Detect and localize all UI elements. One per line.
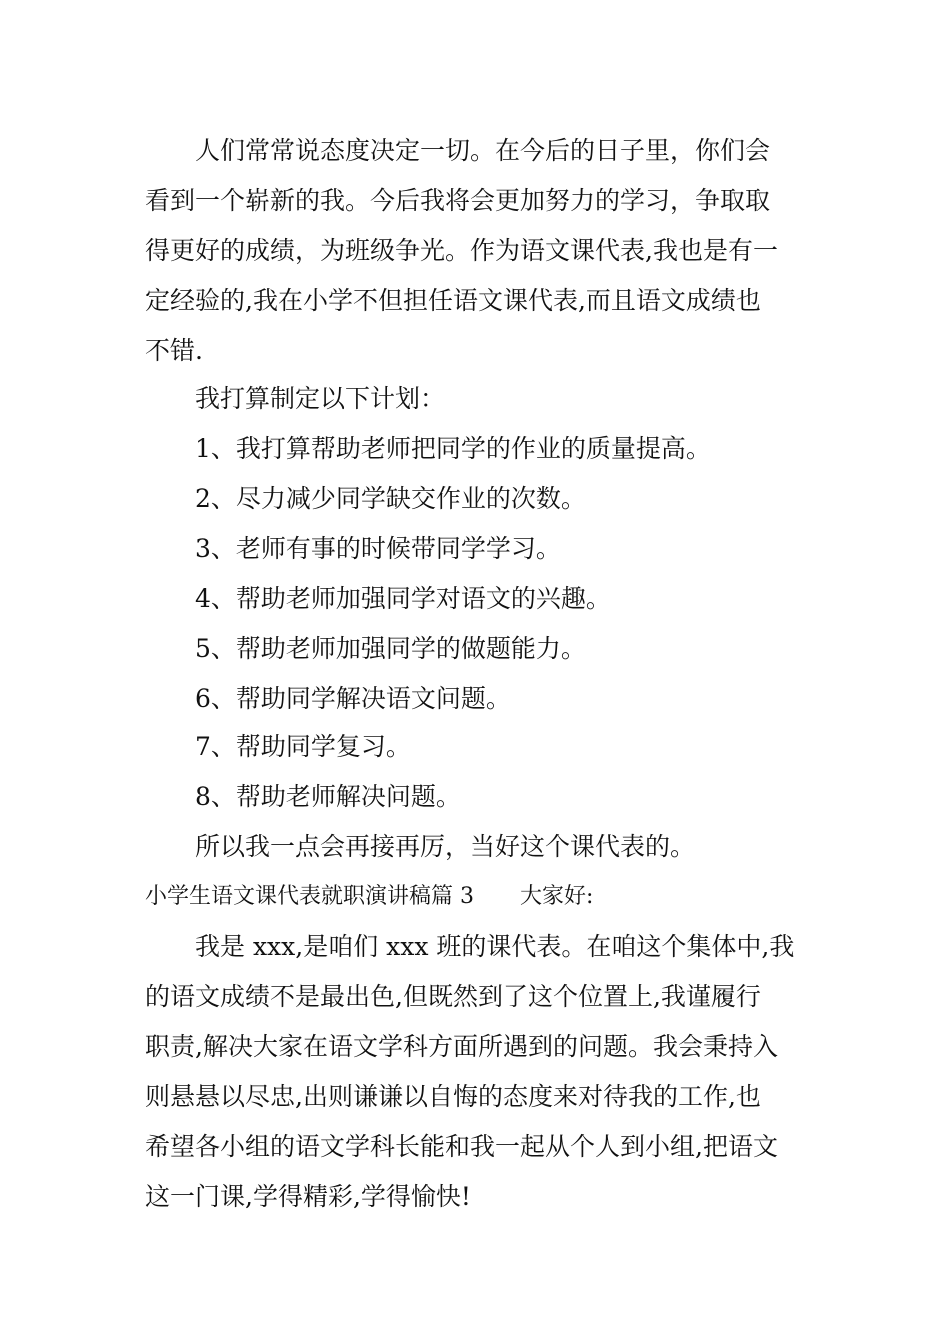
paragraph1-line: 不错. <box>145 336 203 365</box>
plan-item: 8、帮助老师解决问题。 <box>195 782 461 811</box>
plan-item: 6、帮助同学解决语文问题。 <box>195 684 511 713</box>
paragraph2-line: 则悬悬以尽忠,出则谦谦以自悔的态度来对待我的工作,也 <box>145 1082 761 1111</box>
plan-item: 4、帮助老师加强同学对语文的兴趣。 <box>195 584 611 613</box>
plan-item: 5、帮助老师加强同学的做题能力。 <box>195 634 586 663</box>
paragraph2-line: 我是 xxx,是咱们 xxx 班的课代表。在咱这个集体中,我 <box>195 932 795 961</box>
section-title: 小学生语文课代表就职演讲稿篇 3 <box>145 884 474 909</box>
section-heading <box>145 872 810 922</box>
plan-intro: 我打算制定以下计划： <box>195 384 446 413</box>
paragraph1-line: 人们常常说态度决定一切。在今后的日子里，你们会 <box>195 136 771 165</box>
conclusion: 所以我一点会再接再厉，当好这个课代表的。 <box>195 832 696 861</box>
greeting: 大家好: <box>520 884 594 909</box>
paragraph1-line: 看到一个崭新的我。今后我将会更加努力的学习，争取取 <box>145 186 771 215</box>
paragraph2-line: 职责,解决大家在语文学科方面所遇到的问题。我会秉持入 <box>145 1032 778 1061</box>
paragraph1-line: 定经验的,我在小学不但担任语文课代表,而且语文成绩也 <box>145 286 761 315</box>
paragraph2-line: 希望各小组的语文学科长能和我一起从个人到小组,把语文 <box>145 1132 778 1161</box>
paragraph2-line: 的语文成绩不是最出色,但既然到了这个位置上,我谨履行 <box>145 982 761 1011</box>
plan-item: 1、我打算帮助老师把同学的作业的质量提高。 <box>195 434 711 463</box>
plan-item: 2、尽力减少同学缺交作业的次数。 <box>195 484 586 513</box>
plan-item: 7、帮助同学复习。 <box>195 732 411 761</box>
paragraph2-line: 这一门课,学得精彩,学得愉快! <box>145 1182 471 1211</box>
plan-item: 3、老师有事的时候带同学学习。 <box>195 534 561 563</box>
paragraph1-line: 得更好的成绩，为班级争光。作为语文课代表,我也是有一 <box>145 236 778 265</box>
